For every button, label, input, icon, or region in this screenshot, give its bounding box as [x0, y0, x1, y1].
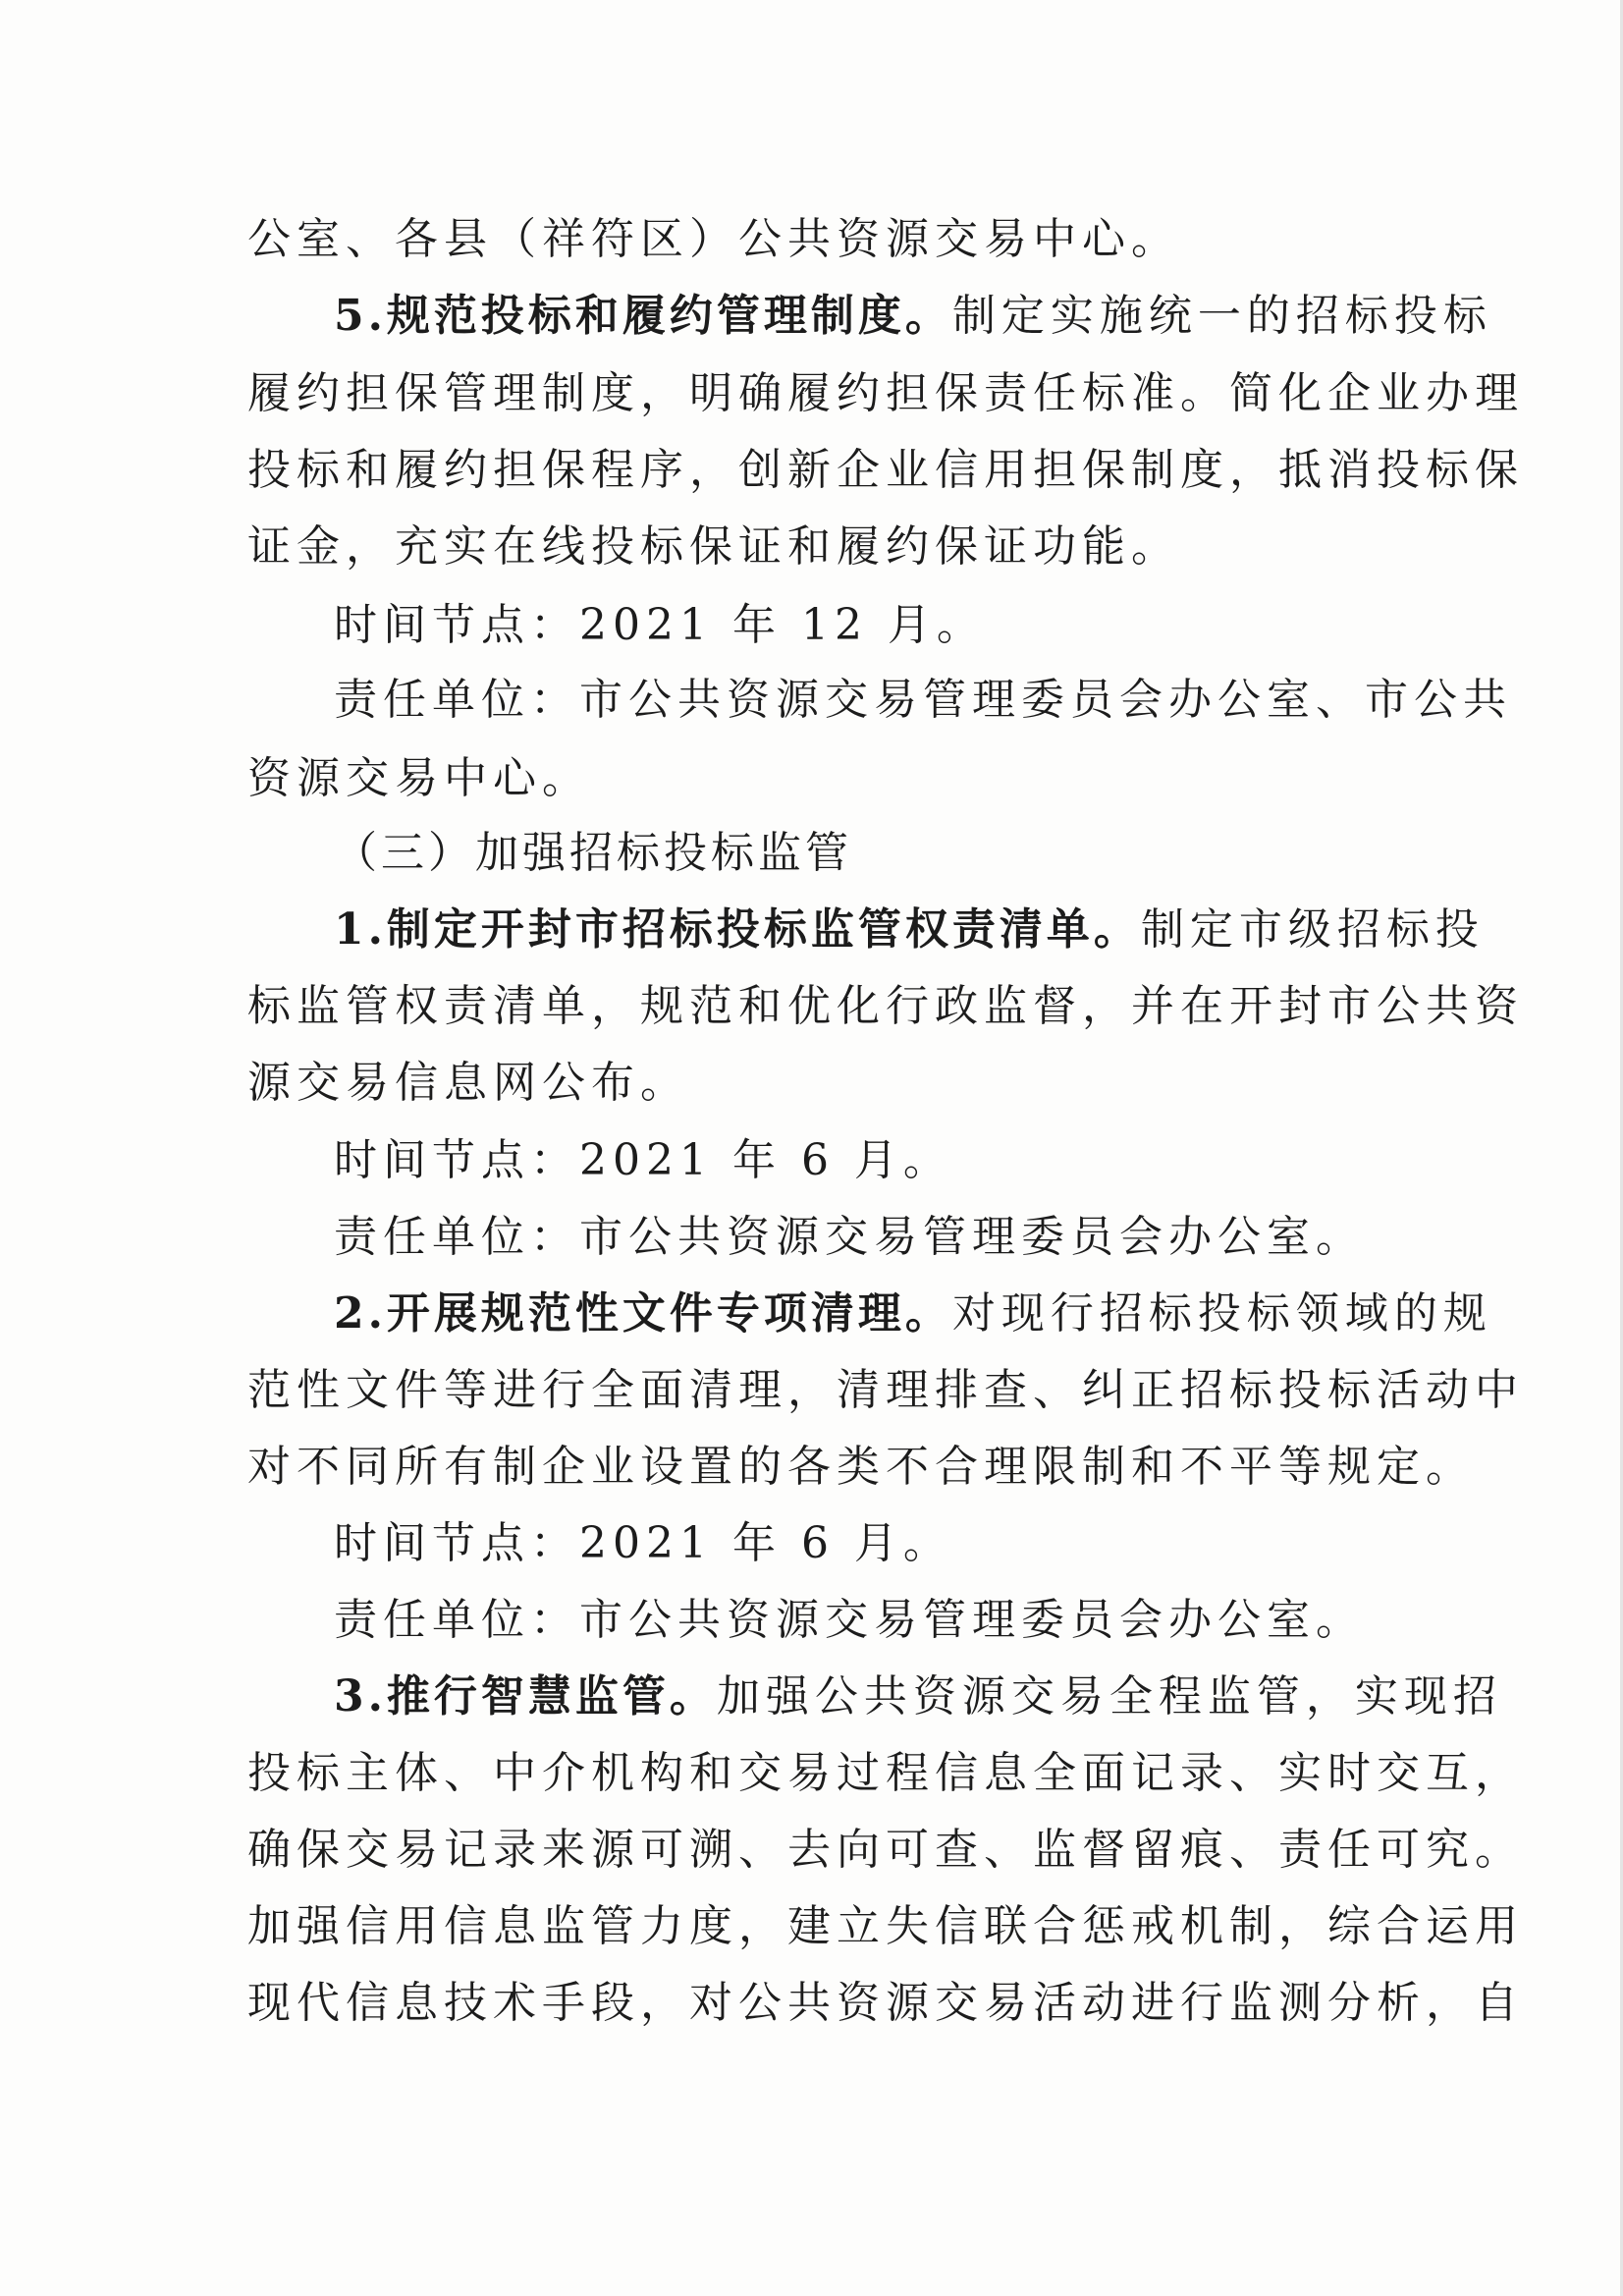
line-text: 履约担保管理制度，明确履约担保责任标准。简化企业办理	[247, 368, 1524, 418]
time-node	[334, 1505, 1473, 1582]
item-heading: 1.制定开封市招标投标监管权责清单。	[334, 904, 1141, 955]
line-text: 加强信用信息监管力度，建立失信联合惩戒机制，综合运用	[247, 1901, 1524, 1951]
line-text: 对现行招标投标领域的规	[951, 1288, 1492, 1339]
paragraph-line	[247, 1429, 1475, 1505]
line-text: 标监管权责清单，规范和优化行政监督，并在开封市公共资	[247, 981, 1524, 1031]
line-text: 加强公共资源交易全程监管，实现招	[716, 1671, 1502, 1722]
responsible-unit	[334, 1582, 1473, 1659]
line-text: 范性文件等进行全面清理，清理排查、纠正招标投标活动中	[247, 1365, 1524, 1415]
line-text: 责任单位：市公共资源交易管理委员会办公室。	[334, 1595, 1365, 1645]
section-item-3	[334, 1659, 1502, 1735]
line-text: 时间节点：2021 年 6 月。	[334, 1518, 952, 1568]
paragraph-line	[247, 201, 1386, 278]
item-heading: 3.推行智慧监管。	[334, 1671, 717, 1722]
paragraph-line	[247, 1812, 1524, 1888]
responsible-unit	[334, 1199, 1473, 1276]
line-text: 证金，充实在线投标保证和履约保证功能。	[247, 521, 1180, 572]
paragraph-line	[247, 1045, 1386, 1121]
line-text: 时间节点：2021 年 12 月。	[334, 600, 986, 650]
paragraph-line	[247, 355, 1524, 432]
line-text: 责任单位：市公共资源交易管理委员会办公室、市公共	[334, 675, 1512, 725]
item-heading: 2.开展规范性文件专项清理。	[334, 1288, 952, 1339]
item-heading: 5.规范投标和履约管理制度。	[334, 291, 952, 341]
line-text: 责任单位：市公共资源交易管理委员会办公室。	[334, 1212, 1365, 1262]
paragraph-line	[247, 509, 1386, 585]
line-text: 源交易信息网公布。	[247, 1058, 689, 1108]
paragraph-line	[247, 432, 1524, 509]
line-text: 制定市级招标投	[1140, 904, 1485, 955]
section-item-2	[334, 1276, 1492, 1352]
line-text: 制定实施统一的招标投标	[951, 291, 1492, 341]
paragraph-line	[247, 740, 1386, 817]
paragraph-line	[247, 1352, 1524, 1429]
section-item-5	[334, 278, 1492, 355]
paragraph-line	[247, 1965, 1524, 2042]
paragraph-line	[247, 1735, 1524, 1812]
time-node	[334, 1122, 1473, 1199]
line-text: 公室、各县（祥符区）公共资源交易中心。	[247, 214, 1180, 264]
line-text: 确保交易记录来源可溯、去向可查、监督留痕、责任可究。	[247, 1825, 1524, 1875]
responsible-unit	[334, 662, 1512, 738]
section-heading	[334, 815, 1473, 892]
paragraph-line	[247, 968, 1524, 1045]
line-text: 投标和履约担保程序，创新企业信用担保制度，抵消投标保	[247, 445, 1524, 495]
line-text: 投标主体、中介机构和交易过程信息全面记录、实时交互，	[247, 1748, 1524, 1798]
line-text: 时间节点：2021 年 6 月。	[334, 1135, 952, 1185]
line-text: 现代信息技术手段，对公共资源交易活动进行监测分析，自	[247, 1978, 1524, 2028]
section-item-1	[334, 892, 1485, 968]
line-text: 对不同所有制企业设置的各类不合理限制和不平等规定。	[247, 1442, 1475, 1492]
paragraph-line	[247, 1888, 1524, 1965]
time-node	[334, 587, 1473, 664]
line-text: （三）加强招标投标监管	[334, 828, 852, 878]
line-text: 资源交易中心。	[247, 753, 591, 803]
